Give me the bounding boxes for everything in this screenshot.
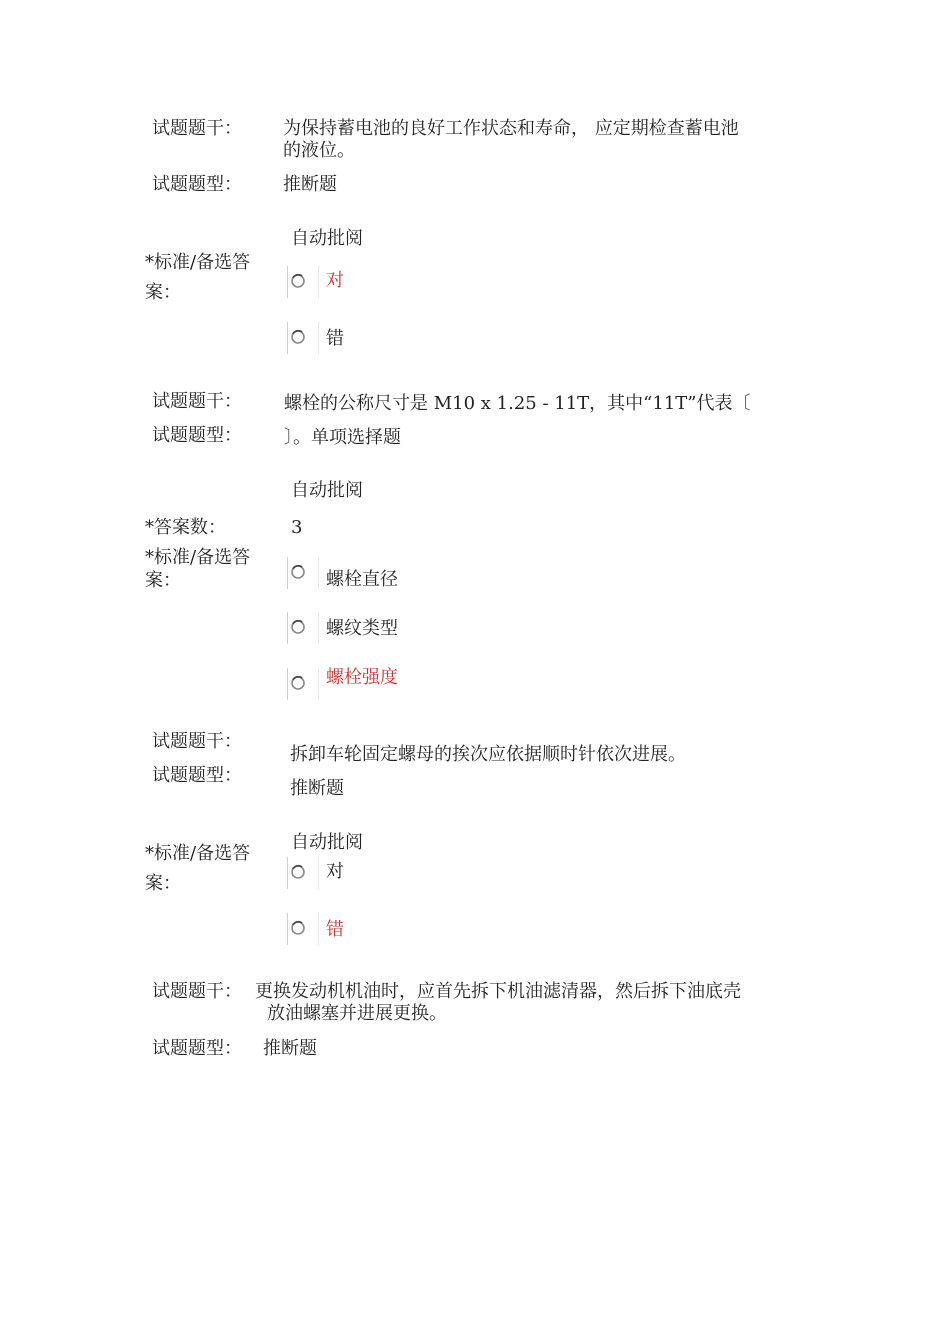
radio-circle-icon [290, 329, 306, 345]
q1-option-radio-2[interactable] [287, 322, 319, 354]
q4-stem-label: 试题题干： [152, 981, 242, 1002]
q2-option-radio-2[interactable] [287, 612, 319, 644]
radio-circle-icon [290, 619, 306, 635]
q3-answer-label-line1: *标准/备选答 [145, 843, 251, 864]
radio-circle-icon [290, 564, 306, 580]
q3-option-label-2: 错 [326, 919, 344, 940]
q4-type-value: 推断题 [263, 1038, 317, 1059]
q2-count-value: 3 [291, 517, 303, 538]
q4-stem-line2: 放油螺塞并进展更换。 [267, 1003, 447, 1024]
q3-option-label-1: 对 [326, 861, 344, 882]
radio-circle-icon [290, 675, 306, 691]
q3-option-radio-1[interactable] [287, 857, 319, 889]
q3-stem: 拆卸车轮固定螺母的挨次应依据顺时针依次进展。 [290, 744, 686, 765]
radio-circle-icon [290, 273, 306, 289]
q4-type-label: 试题题型： [152, 1038, 242, 1059]
q1-option-label-1: 对 [326, 270, 344, 291]
q2-option-label-3: 螺栓强度 [326, 667, 398, 688]
q2-answer-label-line1: *标准/备选答 [145, 547, 251, 568]
q1-answer-label-line2: 案： [145, 282, 181, 303]
q1-type-label: 试题题型： [152, 174, 242, 195]
q3-type-label: 试题题型： [152, 765, 242, 786]
q2-option-radio-3[interactable] [287, 668, 319, 700]
radio-circle-icon [290, 920, 306, 936]
q1-answer-label-line1: *标准/备选答 [145, 252, 251, 273]
q2-count-label: *答案数： [145, 517, 226, 538]
q2-option-label-2: 螺纹类型 [326, 618, 398, 639]
q3-stem-label: 试题题干： [152, 731, 242, 752]
q2-option-label-1: 螺栓直径 [326, 569, 398, 590]
q1-stem-line1: 为保持蓄电池的良好工作状态和寿命， 应定期检查蓄电池 [283, 118, 739, 139]
q3-option-radio-2[interactable] [287, 913, 319, 945]
q1-stem-label: 试题题干： [152, 118, 242, 139]
q2-stem-line2: 〕。单项选择题 [284, 427, 401, 448]
q2-answer-label-line2: 案： [145, 570, 181, 591]
q3-answer-label-line2: 案： [145, 873, 181, 894]
q4-stem-line1: 更换发动机机油时，应首先拆下机油滤清器，然后拆下油底壳 [255, 981, 741, 1002]
q3-auto-grade: 自动批阅 [291, 832, 363, 853]
q2-option-radio-1[interactable] [287, 557, 319, 589]
radio-circle-icon [290, 864, 306, 880]
q2-auto-grade: 自动批阅 [291, 480, 363, 501]
q1-stem-line2: 的液位。 [283, 140, 355, 161]
q2-type-label: 试题题型： [152, 425, 242, 446]
q1-option-label-2: 错 [326, 328, 344, 349]
q2-stem-label: 试题题干： [152, 391, 242, 412]
q2-stem-line1: 螺栓的公称尺寸是 M10 x 1.25 - 11T，其中“11T”代表〔 [284, 393, 751, 414]
q1-auto-grade: 自动批阅 [291, 228, 363, 249]
q1-option-radio-1[interactable] [287, 266, 319, 298]
q1-type-value: 推断题 [283, 174, 337, 195]
q3-type-value: 推断题 [290, 778, 344, 799]
